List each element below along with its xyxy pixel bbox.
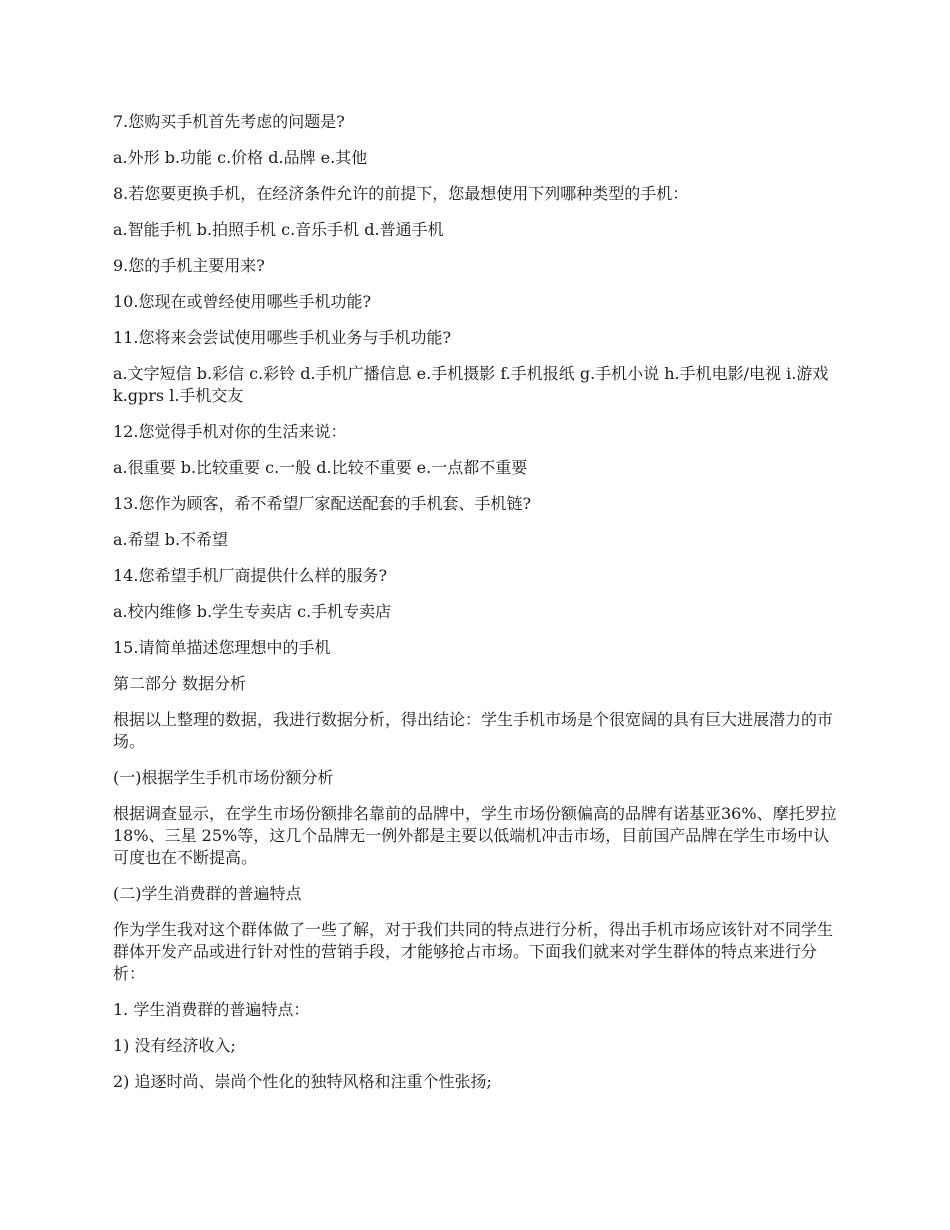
question-13: 13.您作为顾客，希不希望厂家配送配套的手机套、手机链? bbox=[113, 494, 532, 513]
question-9: 9.您的手机主要用来? bbox=[113, 256, 265, 275]
question-7-options: a.外形 b.功能 c.价格 d.品牌 e.其他 bbox=[113, 148, 368, 167]
list-item-1: 1) 没有经济收入; bbox=[113, 1036, 236, 1055]
subheading-market-share: (一)根据学生手机市场份额分析 bbox=[113, 768, 334, 787]
analysis-conclusion: 根据以上整理的数据，我进行数据分析，得出结论：学生手机市场是个很宽阔的具有巨大进展潜力的市场。 bbox=[113, 710, 834, 751]
document-body bbox=[113, 111, 837, 1107]
question-12: 12.您觉得手机对你的生活来说： bbox=[113, 422, 347, 441]
question-7: 7.您购买手机首先考虑的问题是? bbox=[113, 112, 345, 131]
question-14: 14.您希望手机厂商提供什么样的服务? bbox=[113, 566, 388, 585]
question-10: 10.您现在或曾经使用哪些手机功能? bbox=[113, 292, 372, 311]
list-item-2: 2) 追逐时尚、崇尚个性化的独特风格和注重个性张扬; bbox=[113, 1072, 492, 1091]
question-11-options: a.文字短信 b.彩信 c.彩铃 d.手机广播信息 e.手机摄影 f.手机报纸 g.手机小说 h.手机电影/电视 i.游戏 k.gprs l.手机交友 bbox=[113, 364, 829, 405]
question-8-options: a.智能手机 b.拍照手机 c.音乐手机 d.普通手机 bbox=[113, 220, 444, 239]
market-share-paragraph: 根据调查显示，在学生市场份额排名靠前的品牌中，学生市场份额偏高的品牌有诺基亚36%、摩托罗拉 18%、三星 25%等，这几个品牌无一例外都是主要以低端机冲击市场，目前国产品牌在学生市场中认可度也在不断提高。 bbox=[113, 804, 837, 867]
question-11: 11.您将来会尝试使用哪些手机业务与手机功能? bbox=[113, 328, 452, 347]
question-8: 8.若您要更换手机，在经济条件允许的前提下，您最想使用下列哪种类型的手机： bbox=[113, 184, 689, 203]
section-heading-part-two: 第二部分 数据分析 bbox=[113, 674, 247, 693]
subheading-consumer-traits: (二)学生消费群的普遍特点 bbox=[113, 884, 302, 903]
question-15: 15.请简单描述您理想中的手机 bbox=[113, 638, 331, 657]
consumer-traits-paragraph: 作为学生我对这个群体做了一些了解，对于我们共同的特点进行分析，得出手机市场应该针对不同学生群体开发产品或进行针对性的营销手段，才能够抢占市场。下面我们就来对学生群体的特点来进行分析： bbox=[113, 920, 834, 983]
question-13-options: a.希望 b.不希望 bbox=[113, 530, 229, 549]
list-heading-traits: 1. 学生消费群的普遍特点： bbox=[113, 1000, 310, 1019]
question-12-options: a.很重要 b.比较重要 c.一般 d.比较不重要 e.一点都不重要 bbox=[113, 458, 528, 477]
question-14-options: a.校内维修 b.学生专卖店 c.手机专卖店 bbox=[113, 602, 392, 621]
